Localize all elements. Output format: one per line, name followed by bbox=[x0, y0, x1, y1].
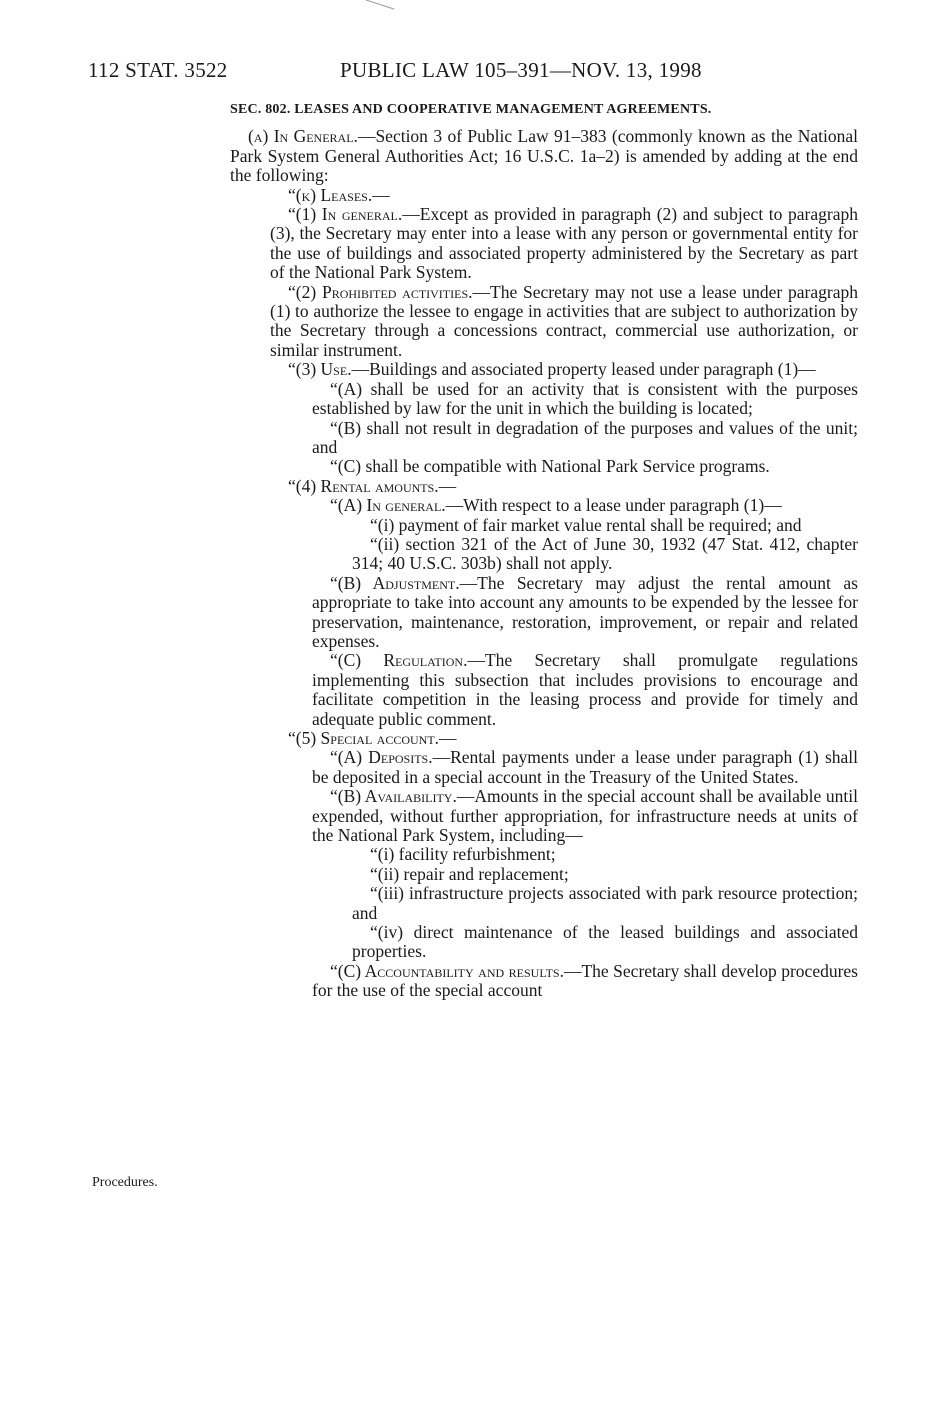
paragraph-heading: “(2) Prohibited activities. bbox=[288, 281, 473, 302]
law-text-body bbox=[230, 100, 858, 1001]
section-title: SEC. 802. LEASES AND COOPERATIVE MANAGEMENT AGREEMENTS. bbox=[230, 102, 712, 117]
paragraph-text: —Buildings and associated property leased under paragraph (1)— bbox=[351, 359, 816, 380]
paragraph-heading: (a) In General. bbox=[248, 126, 358, 147]
paragraph-text: “(i) payment of fair market value rental shall be required; and bbox=[370, 514, 802, 535]
paragraph bbox=[230, 360, 858, 379]
paragraph bbox=[230, 535, 858, 574]
paragraph-heading: “(1) In general. bbox=[288, 204, 403, 225]
paragraph bbox=[230, 884, 858, 923]
paragraph-text: “(B) shall not result in degradation of the purposes and values of the unit; and bbox=[312, 417, 858, 457]
paragraph bbox=[230, 651, 858, 729]
paragraph-text: “(A) shall be used for an activity that is consistent with the purposes established by law for the unit in which the building is located; bbox=[312, 378, 858, 419]
paragraph-text: “(ii) section 321 of the Act of June 30, 1932 (47 Stat. 412, chapter 314; 40 U.S.C. 303b) shall not apply. bbox=[352, 533, 858, 574]
public-law-heading: PUBLIC LAW 105–391—NOV. 13, 1998 bbox=[340, 58, 702, 82]
paragraph-list bbox=[230, 127, 858, 1000]
paragraph bbox=[230, 127, 858, 185]
paragraph-heading: “(4) Rental amounts. bbox=[288, 475, 439, 496]
paragraph bbox=[230, 283, 858, 361]
paragraph bbox=[230, 748, 858, 787]
paragraph bbox=[230, 865, 858, 884]
paragraph-text: —The Secretary shall develop procedures for the use of the special account bbox=[312, 960, 858, 1001]
paragraph bbox=[230, 845, 858, 864]
paragraph-text: —The Secretary may adjust the rental amount as appropriate to take into account any amounts to be expended by the lessee for preservation, maintenance, restoration, improvement, or repair and related expenses. bbox=[312, 572, 858, 651]
paragraph-heading: “(3) Use. bbox=[288, 359, 352, 380]
paragraph-heading: “(k) Leases. bbox=[288, 184, 373, 205]
paragraph-text: —Amounts in the special account shall be available until expended, without further appropriation, for infrastructure needs at units of the National Park System, including— bbox=[312, 786, 858, 846]
paragraph-heading: “(5) Special account. bbox=[288, 728, 440, 748]
paragraph bbox=[230, 380, 858, 419]
paragraph bbox=[230, 962, 858, 1001]
paragraph bbox=[230, 923, 858, 962]
paragraph bbox=[230, 419, 858, 458]
paragraph bbox=[230, 477, 858, 496]
paragraph-heading: “(C) Regulation. bbox=[330, 650, 468, 671]
paragraph-text: —Section 3 of Public Law 91–383 (commonly known as the National Park System General Authorities Act; 16 U.S.C. 1a–2) is amended by adding at the end the following: bbox=[230, 126, 858, 186]
paragraph-text: —The Secretary may not use a lease under paragraph (1) to authorize the lessee to engage in activities that are subject to authorization by the Secretary through a concessions contract, commercial use authorization, or similar instrument. bbox=[270, 281, 858, 360]
paragraph bbox=[230, 574, 858, 652]
margin-note: Procedures. bbox=[92, 1175, 158, 1190]
paragraph-text: —Except as provided in paragraph (2) and subject to paragraph (3), the Secretary may enter into a lease with any person or governmental entity for the use of buildings and associated property administered by the Secretary as part of the National Park System. bbox=[270, 204, 858, 283]
scan-mark bbox=[366, 0, 395, 10]
paragraph-text: “(ii) repair and replacement; bbox=[370, 863, 569, 884]
paragraph bbox=[230, 186, 858, 205]
paragraph-heading: “(A) Deposits. bbox=[330, 747, 433, 768]
paragraph-heading: “(C) Accountability and results. bbox=[330, 960, 564, 981]
paragraph-text: —With respect to a lease under paragraph (1)— bbox=[445, 495, 782, 516]
paragraph-heading: “(A) In general. bbox=[330, 495, 446, 516]
paragraph-text: — bbox=[372, 184, 390, 205]
paragraph-text: “(C) shall be compatible with National Park Service programs. bbox=[330, 456, 770, 477]
paragraph-text: “(iv) direct maintenance of the leased buildings and associated properties. bbox=[352, 922, 858, 962]
statute-page-reference: 112 STAT. 3522 bbox=[88, 58, 228, 82]
paragraph bbox=[230, 205, 858, 283]
paragraph-heading: “(B) Availability. bbox=[330, 786, 457, 807]
paragraph-text: — bbox=[438, 475, 457, 496]
paragraph-text: “(iii) infrastructure projects associated with park resource protection; and bbox=[352, 883, 858, 923]
paragraph-text: —The Secretary shall promulgate regulations implementing this subsection that includes provisions to encourage and facilitate competition in the leasing process and provide for timely and adequate public comment. bbox=[312, 650, 858, 729]
paragraph bbox=[230, 729, 858, 748]
paragraph-text: —Rental payments under a lease under paragraph (1) shall be deposited in a special account in the Treasury of the United States. bbox=[312, 747, 858, 787]
paragraph-heading: “(B) Adjustment. bbox=[330, 572, 460, 593]
paragraph-text: “(i) facility refurbishment; bbox=[370, 844, 556, 865]
paragraph bbox=[230, 457, 858, 476]
paragraph bbox=[230, 496, 858, 515]
paragraph bbox=[230, 787, 858, 845]
paragraph-text: — bbox=[439, 728, 457, 748]
paragraph bbox=[230, 516, 858, 535]
